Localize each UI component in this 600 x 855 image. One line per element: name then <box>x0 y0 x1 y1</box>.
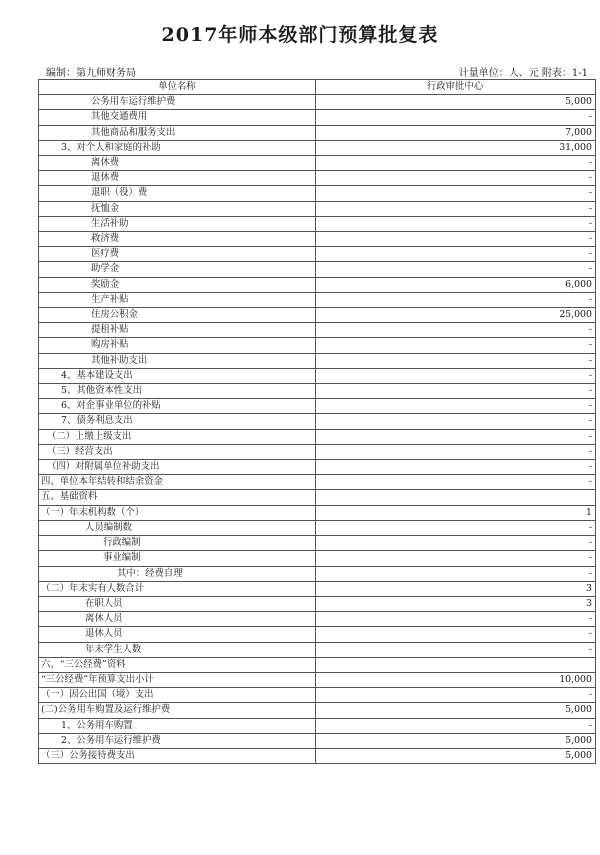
row-label: 退职（役）费 <box>39 186 316 201</box>
row-label: 救济费 <box>39 232 316 247</box>
row-value: - <box>316 627 596 642</box>
meta-line <box>46 64 588 80</box>
table-row <box>39 429 596 444</box>
table-row <box>39 475 596 490</box>
row-value: 6,000 <box>316 277 596 292</box>
budget-table <box>38 79 596 764</box>
table-row <box>39 612 596 627</box>
table-row <box>39 627 596 642</box>
table-row <box>39 338 596 353</box>
row-label: 离休费 <box>39 156 316 171</box>
row-label: 四、单位本年结转和结余资金 <box>39 475 316 490</box>
row-value <box>316 490 596 505</box>
row-label: 7、债务利息支出 <box>39 414 316 429</box>
table-row <box>39 292 596 307</box>
row-value: - <box>316 612 596 627</box>
row-label: 奖励金 <box>39 277 316 292</box>
row-label: （四）对附属单位补助支出 <box>39 460 316 475</box>
table-row <box>39 672 596 687</box>
table-row <box>39 140 596 155</box>
row-value: - <box>316 338 596 353</box>
table-row <box>39 520 596 535</box>
row-label: 退休人员 <box>39 627 316 642</box>
table-row <box>39 308 596 323</box>
table-row <box>39 201 596 216</box>
row-value: 10,000 <box>316 672 596 687</box>
table-row <box>39 232 596 247</box>
row-label: 购房补贴 <box>39 338 316 353</box>
row-value: - <box>316 156 596 171</box>
row-value: - <box>316 551 596 566</box>
row-label: 离休人员 <box>39 612 316 627</box>
table-row <box>39 642 596 657</box>
table-row <box>39 536 596 551</box>
table-row <box>39 216 596 231</box>
table-row <box>39 277 596 292</box>
compiler-label: 编制：第九师财务局 <box>46 68 136 79</box>
table-row <box>39 703 596 718</box>
row-value: - <box>316 323 596 338</box>
table-row <box>39 247 596 262</box>
row-label: 事业编制 <box>39 551 316 566</box>
row-value: 5,000 <box>316 748 596 763</box>
row-value: - <box>316 353 596 368</box>
table-row <box>39 262 596 277</box>
row-label: “三公经费”年预算支出小计 <box>39 672 316 687</box>
row-label: 5、其他资本性支出 <box>39 384 316 399</box>
row-value: 5,000 <box>316 733 596 748</box>
row-label: （二）年末实有人数合计 <box>39 581 316 596</box>
table-row <box>39 323 596 338</box>
table-row <box>39 505 596 520</box>
table-row <box>39 171 596 186</box>
row-label: 人员编制数 <box>39 520 316 535</box>
table-header-row <box>39 80 596 95</box>
row-label: 6、对企事业单位的补贴 <box>39 399 316 414</box>
table-row <box>39 368 596 383</box>
row-label: 其中：经费自理 <box>39 566 316 581</box>
table-row <box>39 566 596 581</box>
row-value: - <box>316 536 596 551</box>
row-label: 生活补助 <box>39 216 316 231</box>
row-label: 2、公务用车运行维护费 <box>39 733 316 748</box>
row-value: - <box>316 186 596 201</box>
row-value: - <box>316 399 596 414</box>
row-value: - <box>316 110 596 125</box>
row-value: - <box>316 292 596 307</box>
row-label: 退休费 <box>39 171 316 186</box>
row-label: 其他商品和服务支出 <box>39 125 316 140</box>
row-label: （三）公务接待费支出 <box>39 748 316 763</box>
row-label: （三）经营支出 <box>39 444 316 459</box>
row-value: - <box>316 429 596 444</box>
row-label: 公务用车运行维护费 <box>39 95 316 110</box>
row-value: 25,000 <box>316 308 596 323</box>
header-admin-center: 行政审批中心 <box>316 80 596 95</box>
table-row <box>39 110 596 125</box>
table-row <box>39 353 596 368</box>
table-row <box>39 384 596 399</box>
row-value: - <box>316 216 596 231</box>
row-value: 3 <box>316 581 596 596</box>
table-row <box>39 125 596 140</box>
unit-label: 计量单位：人、元 附表：1-1 <box>458 68 588 79</box>
table-row <box>39 95 596 110</box>
row-label: 抚恤金 <box>39 201 316 216</box>
row-label: 4、基本建设支出 <box>39 368 316 383</box>
row-label: （一）因公出国（境）支出 <box>39 688 316 703</box>
table-row <box>39 596 596 611</box>
row-value: - <box>316 520 596 535</box>
row-label: 生产补贴 <box>39 292 316 307</box>
row-label: 六、“三公经费”资料 <box>39 657 316 672</box>
row-value: - <box>316 232 596 247</box>
row-value: 5,000 <box>316 95 596 110</box>
row-value: - <box>316 201 596 216</box>
header-unit-name: 单位名称 <box>39 80 316 95</box>
row-label: (二)公务用车购置及运行维护费 <box>39 703 316 718</box>
row-value: - <box>316 642 596 657</box>
row-label: 其他补助支出 <box>39 353 316 368</box>
row-label: 其他交通费用 <box>39 110 316 125</box>
row-label: 3、对个人和家庭的补助 <box>39 140 316 155</box>
row-value: 31,000 <box>316 140 596 155</box>
row-value: - <box>316 460 596 475</box>
row-value: - <box>316 262 596 277</box>
row-value: 1 <box>316 505 596 520</box>
row-value: - <box>316 384 596 399</box>
table-row <box>39 444 596 459</box>
row-value: - <box>316 688 596 703</box>
row-label: 提租补贴 <box>39 323 316 338</box>
table-row <box>39 156 596 171</box>
row-value: - <box>316 414 596 429</box>
row-label: （一）年末机构数（个） <box>39 505 316 520</box>
row-label: 在职人员 <box>39 596 316 611</box>
row-value: - <box>316 566 596 581</box>
table-row <box>39 718 596 733</box>
row-label: 1、公务用车购置 <box>39 718 316 733</box>
row-label: （二）上缴上级支出 <box>39 429 316 444</box>
row-label: 五、基础资料 <box>39 490 316 505</box>
table-row <box>39 657 596 672</box>
row-value: - <box>316 368 596 383</box>
row-label: 助学金 <box>39 262 316 277</box>
row-value: - <box>316 171 596 186</box>
row-value: - <box>316 718 596 733</box>
row-value: - <box>316 475 596 490</box>
table-row <box>39 460 596 475</box>
table-row <box>39 688 596 703</box>
table-row <box>39 733 596 748</box>
row-label: 行政编制 <box>39 536 316 551</box>
row-value <box>316 657 596 672</box>
row-label: 医疗费 <box>39 247 316 262</box>
table-row <box>39 581 596 596</box>
table-row <box>39 551 596 566</box>
table-row <box>39 490 596 505</box>
row-value: - <box>316 247 596 262</box>
row-value: 7,000 <box>316 125 596 140</box>
row-label: 年末学生人数 <box>39 642 316 657</box>
page-title: 2017年师本级部门预算批复表 <box>161 24 439 46</box>
row-value: 3 <box>316 596 596 611</box>
table-row <box>39 414 596 429</box>
table-row <box>39 186 596 201</box>
row-value: - <box>316 444 596 459</box>
table-row <box>39 748 596 763</box>
row-label: 住房公积金 <box>39 308 316 323</box>
row-value: 5,000 <box>316 703 596 718</box>
table-row <box>39 399 596 414</box>
